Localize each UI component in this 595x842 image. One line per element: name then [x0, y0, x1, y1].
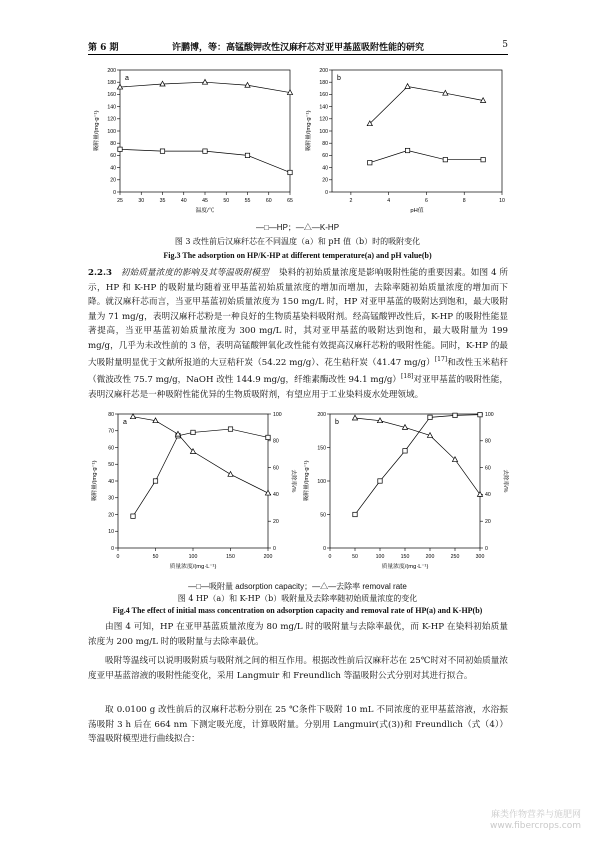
issue-number: 第 6 期 [88, 43, 119, 53]
y-tick-label: 80 [322, 141, 328, 147]
figure-4-caption-en: Fig.4 The effect of initial mass concentration on adsorption capacity and removal rate of HP(a) and K-HP(b) [112, 606, 483, 615]
y2-tick-label: 80 [485, 438, 491, 445]
data-point-triangle [228, 472, 233, 477]
data-point-square [378, 479, 382, 483]
y-tick-label: 0 [111, 545, 114, 552]
y-tick-label: 180 [319, 80, 328, 86]
data-point-square [288, 170, 292, 174]
y-tick-label: 100 [317, 478, 326, 485]
data-point-triangle [130, 414, 135, 419]
data-point-square [203, 149, 207, 153]
x-tick-label: 25 [117, 198, 123, 204]
series-line-1 [370, 151, 483, 163]
y-tick-label: 50 [108, 462, 114, 469]
watermark [490, 810, 581, 832]
data-point-square [245, 153, 249, 157]
y-tick-label: 140 [319, 104, 328, 111]
x-tick-label: 8 [462, 198, 466, 204]
figure-4-legend: —□—吸附量 adsorption capacity；—△—去除率 removal rate [188, 582, 407, 591]
data-point-square [478, 412, 482, 416]
data-point-square [481, 157, 485, 161]
x-tick-label: 100 [375, 554, 385, 560]
y-tick-label: 120 [319, 116, 328, 123]
y2-tick-label: 40 [485, 492, 491, 499]
y-tick-label: 150 [317, 445, 326, 452]
x-axis-label: 质量浓度/(mg·L⁻¹) [169, 564, 217, 570]
y-tick-label: 20 [322, 177, 328, 184]
data-point-square [160, 149, 164, 153]
y-axis-label: 吸附量/(mg·g⁻¹) [94, 110, 100, 152]
y-tick-label: 120 [107, 116, 116, 123]
x-tick-label: 300 [475, 554, 485, 560]
y-tick-label: 50 [320, 512, 326, 519]
y-tick-label: 160 [319, 92, 328, 99]
figure-3-legend: —□—HP；—△—K-HP [255, 223, 340, 232]
x-tick-label: 55 [244, 198, 251, 204]
x-tick-label: 200 [425, 554, 435, 560]
y2-tick-label: 40 [273, 492, 279, 499]
x-tick-label: 150 [226, 554, 235, 560]
paragraph-1: 由图 4 可知，HP 在亚甲基蓝质量浓度为 80 mg/L 时的吸附量与去除率最优，而 K-HP 在染料初始质量浓度为 200 mg/L 时的吸附量与去除率最优。 [88, 622, 508, 647]
data-point-square [266, 435, 270, 439]
y2-tick-label: 100 [485, 411, 494, 418]
figure-3a-temperature-chart [88, 62, 303, 224]
y-axis-label: 吸附量/(mg·g⁻¹) [92, 460, 98, 502]
data-point-square [453, 413, 457, 417]
x-tick-label: 45 [202, 198, 208, 204]
y-tick-label: 10 [108, 529, 114, 536]
paragraph-3: 取 0.0100 g 改性前后的汉麻秆芯粉分别在 25 ℃条件下吸附 10 mL 不同浓度的亚甲基蓝溶液，水浴振荡吸附 3 h 后在 664 nm 下测定吸光度，计算吸附量。分别用 Langmuir(式(3))和 Freundlich（式（4））等温吸附模型进行曲线拟合： [88, 705, 508, 744]
x-tick-label: 40 [180, 198, 187, 204]
section-2-2-3 [88, 266, 508, 402]
y-tick-label: 60 [322, 153, 328, 160]
x-tick-label: 60 [265, 198, 272, 204]
x-tick-label: 150 [400, 554, 410, 560]
data-point-square [353, 512, 357, 516]
reference-17: [17] [434, 356, 448, 363]
x-tick-label: 50 [223, 198, 230, 204]
x-axis-label: 温度/℃ [195, 208, 215, 214]
y2-tick-label: 60 [273, 465, 279, 472]
x-tick-label: 200 [263, 554, 273, 560]
figure-3-caption-en: Fig.3 The adsorption on HP/K-HP at different temperature(a) and pH value(b) [163, 251, 432, 260]
y-tick-label: 80 [108, 411, 114, 418]
y-tick-label: 0 [325, 189, 328, 196]
x-axis-label: pH值 [410, 208, 424, 214]
y-tick-label: 40 [322, 165, 328, 172]
series-line-1 [355, 415, 480, 515]
data-point-square [153, 479, 157, 483]
y2-axis-label: 去除率/% [290, 469, 296, 493]
y-tick-label: 20 [108, 512, 114, 519]
series-line-2 [355, 418, 480, 494]
x-tick-label: 50 [152, 554, 159, 560]
y-tick-label: 200 [107, 67, 116, 74]
x-tick-label: 35 [159, 198, 166, 204]
figure-3b-ph-chart [300, 62, 515, 224]
running-title: 许鹏博，等：高锰酸钾改性汉麻秆芯对亚甲基蓝吸附性能的研究 [171, 43, 424, 53]
y2-tick-label: 20 [273, 519, 279, 525]
plot-frame [330, 414, 480, 548]
x-tick-label: 100 [188, 554, 198, 560]
y-tick-label: 80 [110, 141, 116, 147]
figure-4a-hp-concentration-chart [88, 408, 303, 580]
y-tick-label: 100 [319, 128, 328, 135]
panel-label: a [125, 75, 129, 82]
x-tick-label: 50 [352, 554, 358, 560]
y2-tick-label: 0 [273, 545, 276, 552]
y-tick-label: 40 [108, 478, 114, 485]
y-tick-label: 180 [107, 80, 116, 86]
series-line-1 [133, 429, 268, 516]
x-tick-label: 2 [349, 198, 353, 204]
data-point-square [118, 147, 122, 151]
data-point-square [443, 157, 447, 161]
data-point-square [131, 514, 135, 518]
figure-4b-khp-concentration-chart [300, 408, 515, 580]
x-axis-label: 质量浓度/(mg·L⁻¹) [381, 564, 429, 570]
data-point-square [368, 161, 372, 165]
data-point-triangle [265, 490, 270, 495]
section-text: 染料的初始质量浓度是影响吸附性能的重要因素。如图 4 所示，HP 和 K-HP 的吸附量均随着亚甲基蓝初始质量浓度的增加而增加，去除率随初始质量浓度的增加而下降。就汉麻秆芯而言，当亚甲基蓝初始质量浓度为 150 mg/L 时，HP 对亚甲基蓝的吸附达到饱和，最大吸附量为 71 mg/g，表明汉麻秆芯粉是一种良好的生物质基染料吸附剂。经高锰酸钾改性后，K-HP 的吸附性能显著提高，当亚甲基蓝初始质量浓度为 300 mg/L 时，其对亚甲基蓝的吸附达到饱和，最大吸附量为 199 mg/g，几乎为未改性前的 3 倍，表明高锰酸钾氧化改性能有效提高汉麻秆芯粉的吸附性能。同时，K-HP 的最大吸附量明显优于文献所报道的大豆秸秆炭（54.22 mg/g）、花生秸秆炭（41.47 mg/g） [88, 268, 508, 368]
y2-tick-label: 20 [485, 519, 491, 525]
data-point-square [428, 415, 432, 419]
data-point-square [191, 430, 195, 434]
data-point-square [228, 427, 232, 431]
x-tick-label: 30 [138, 198, 145, 204]
section-title: 初始质量浓度的影响及其等温吸附模型 [120, 268, 269, 278]
y2-tick-label: 100 [273, 411, 282, 418]
y-tick-label: 200 [317, 411, 326, 418]
y-tick-label: 0 [113, 189, 116, 196]
y-axis-label: 吸附量/(mg·g⁻¹) [306, 110, 312, 152]
x-tick-label: 6 [424, 198, 428, 204]
y2-tick-label: 0 [485, 545, 488, 552]
y-tick-label: 0 [323, 545, 326, 552]
panel-label: b [337, 75, 341, 82]
x-tick-label: 250 [450, 554, 460, 560]
reference-18: [18] [401, 373, 414, 381]
series-line-2 [370, 86, 483, 123]
y-tick-label: 20 [110, 177, 116, 184]
running-header [88, 40, 508, 55]
section-text-3: 对亚甲基蓝的吸附性能，表明汉麻秆芯是一种吸附性能优异的生物质吸附剂，有望应用于工业染料废水处理领域。 [88, 375, 508, 400]
x-tick-label: 10 [499, 198, 505, 204]
figure-4-caption-cn: 图 4 HP（a）和 K-HP（b）吸附量及去除率随初始质量浓度的变化 [177, 594, 418, 603]
y-tick-label: 60 [108, 445, 114, 452]
page-number: 5 [502, 40, 508, 50]
y-tick-label: 200 [319, 67, 328, 74]
x-tick-label: 0 [116, 554, 120, 560]
figure-3-caption-cn: 图 3 改性前后汉麻秆芯在不同温度（a）和 pH 值（b）时的吸附变化 [174, 237, 421, 246]
x-tick-label: 0 [328, 554, 332, 560]
watermark-line-2: www.fibercrops.com [490, 821, 581, 831]
y-tick-label: 30 [108, 495, 114, 502]
y-tick-label: 140 [107, 104, 116, 111]
data-point-triangle [405, 84, 410, 89]
y-axis-label: 吸附量/(mg·g⁻¹) [304, 460, 310, 502]
data-point-square [405, 148, 409, 152]
watermark-line-1: 麻类作物营养与施肥网 [490, 810, 581, 820]
y-tick-label: 70 [108, 428, 114, 435]
y2-tick-label: 80 [273, 438, 279, 445]
y-tick-label: 40 [110, 165, 116, 172]
panel-label: b [335, 419, 339, 426]
panel-label: a [123, 419, 127, 426]
y2-axis-label: 去除率/% [502, 469, 508, 493]
y-tick-label: 100 [107, 128, 116, 135]
data-point-triangle [202, 79, 207, 84]
section-text-2: 和改性玉米秸秆（微波改性 75.7 mg/g，NaOH 改性 144.9 mg/g，纤维素酶改性 94.1 mg/g） [88, 357, 508, 386]
data-point-square [403, 449, 407, 453]
section-number: 2.2.3 [88, 268, 112, 278]
y2-tick-label: 60 [485, 465, 491, 472]
x-tick-label: 4 [387, 198, 391, 204]
data-point-triangle [352, 415, 357, 420]
y-tick-label: 160 [107, 92, 116, 99]
paragraph-2: 吸附等温线可以说明吸附质与吸附剂之间的相互作用。根据改性前后汉麻秆芯在 25℃时对不同初始质量浓度亚甲基蓝溶液的吸附性能变化，采用 Langmuir 和 Freundlich 等温吸附公式分别对其进行拟合。 [88, 656, 508, 681]
y-tick-label: 60 [110, 153, 116, 160]
x-tick-label: 65 [287, 198, 293, 204]
